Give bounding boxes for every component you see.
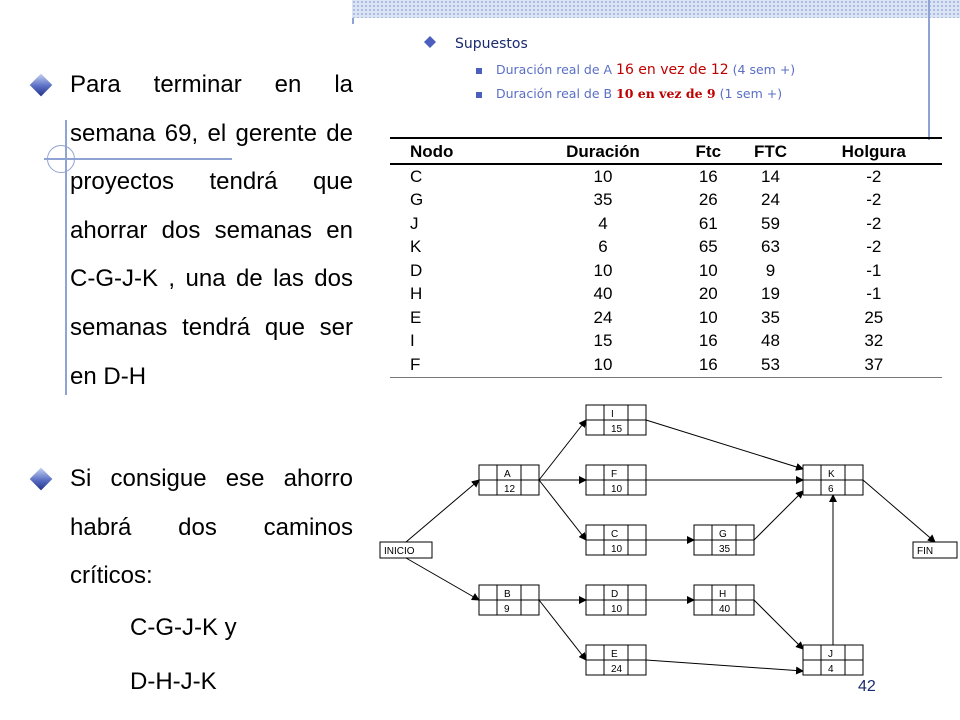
start-node-label: INICIO <box>384 546 415 557</box>
header-holgura: Holgura <box>806 138 942 164</box>
table-cell: 16 <box>698 354 718 374</box>
node-duration: 40 <box>719 604 731 615</box>
table-cell: I <box>410 331 415 351</box>
dependency-arrow <box>406 558 479 600</box>
node-label: A <box>504 469 511 480</box>
dependency-arrow <box>754 600 803 649</box>
table-cell: 37 <box>864 354 884 374</box>
table-cell: -2 <box>866 190 882 210</box>
table-cell: 16 <box>698 331 718 351</box>
table-cell: 53 <box>761 354 780 374</box>
table-cell: 65 <box>698 237 718 257</box>
node-label: G <box>719 529 727 540</box>
node-duration: 35 <box>719 544 731 555</box>
table-cell: E <box>410 307 422 327</box>
node-label: H <box>719 589 727 600</box>
assumptions-title: Supuestos <box>455 36 528 52</box>
critical-path-2: D-H-J-K <box>130 668 217 695</box>
table-cell: -1 <box>866 284 882 304</box>
table-cell: 32 <box>864 331 884 351</box>
table-cell: 10 <box>698 260 718 280</box>
activity-node-j <box>803 645 863 675</box>
header-nodo: Nodo <box>390 138 525 164</box>
paragraph-saving: Para terminar en la semana 69, el gerente de proyectos tendrá que ahorrar dos semanas en C-G-J-K , una de las dos semanas tendrá que ser en D-H <box>70 71 353 390</box>
node-label: K <box>828 469 835 480</box>
header-duracion: Duración <box>525 138 682 164</box>
table-cell: H <box>410 284 423 304</box>
node-label: B <box>504 589 511 600</box>
table-cell: 26 <box>698 190 718 210</box>
assumption-a-prefix: Duración real de A <box>496 62 617 77</box>
table-cell: 10 <box>593 354 613 374</box>
activity-node-a <box>479 465 539 495</box>
table-cell: 10 <box>698 307 718 327</box>
node-label: E <box>611 649 618 660</box>
table-cell: D <box>410 260 423 280</box>
node-duration: 15 <box>611 424 623 435</box>
end-node <box>913 542 957 558</box>
table-cell: 14 <box>761 166 780 186</box>
table-cell: 9 <box>765 260 776 280</box>
table-cell: 6 <box>598 237 608 257</box>
node-duration: 24 <box>611 664 623 675</box>
table-cell: C <box>410 166 423 186</box>
node-duration: 10 <box>611 604 623 615</box>
table-cell: 4 <box>598 213 608 233</box>
table-cell: 10 <box>593 260 613 280</box>
table-cell: -1 <box>866 260 882 280</box>
activity-node-k <box>803 465 863 495</box>
page-number: 42 <box>858 678 876 695</box>
table-cell: 15 <box>593 331 613 351</box>
dependency-arrow <box>539 480 586 540</box>
table-cell: 16 <box>698 166 718 186</box>
start-node <box>380 542 432 558</box>
table-cell: 35 <box>761 307 780 327</box>
node-duration: 12 <box>504 484 516 495</box>
table-cell: G <box>410 190 424 210</box>
activity-node-g <box>694 525 754 555</box>
activity-node-f <box>586 465 646 495</box>
table-cell: 59 <box>761 213 780 233</box>
dependency-arrow <box>539 420 586 480</box>
node-duration: 9 <box>504 604 510 615</box>
table-cell: J <box>410 213 419 233</box>
table-cell: 10 <box>593 166 613 186</box>
assumption-b-suffix: (1 sem +) <box>715 86 783 101</box>
dependency-arrow <box>754 491 803 540</box>
table-cell: 40 <box>593 284 613 304</box>
activity-node-d <box>586 585 646 615</box>
dependency-arrow <box>646 660 803 671</box>
activity-node-e <box>586 645 646 675</box>
assumption-a-suffix: (4 sem +) <box>728 62 796 77</box>
node-label: D <box>611 589 619 600</box>
table-cell: -2 <box>866 237 882 257</box>
node-duration: 10 <box>611 484 623 495</box>
paragraph-critical-paths: Si consigue ese ahorro habrá dos caminos críticos: <box>70 465 353 590</box>
table-cell: 25 <box>864 307 884 327</box>
node-duration: 10 <box>611 544 623 555</box>
assumption-b-highlight: 10 en vez de 9 <box>616 86 716 101</box>
table-cell: 61 <box>698 213 718 233</box>
node-label: I <box>611 409 614 420</box>
node-duration: 6 <box>828 484 834 495</box>
table-cell: F <box>410 354 421 374</box>
table-cell: 48 <box>761 331 780 351</box>
table-cell: K <box>410 237 422 257</box>
critical-path-1: C-G-J-K y <box>130 614 237 641</box>
node-label: F <box>611 469 618 480</box>
table-cell: 20 <box>698 284 718 304</box>
activity-node-h <box>694 585 754 615</box>
dependency-arrow <box>646 420 803 469</box>
dependency-arrow <box>406 480 479 542</box>
dependency-arrow <box>863 480 935 542</box>
table-cell: 24 <box>761 190 780 210</box>
table-cell: 19 <box>761 284 780 304</box>
header-ftc-lower: Ftc <box>681 138 735 164</box>
activity-node-c <box>586 525 646 555</box>
assumption-b-prefix: Duración real de B <box>496 86 617 101</box>
table-cell: 63 <box>761 237 780 257</box>
activity-node-i <box>586 405 646 435</box>
table-cell: 35 <box>593 190 613 210</box>
table-cell: -2 <box>866 213 882 233</box>
node-label: C <box>611 529 619 540</box>
table-cell: 24 <box>593 307 613 327</box>
end-node-label: FIN <box>917 546 934 557</box>
activity-node-b <box>479 585 539 615</box>
table-cell: -2 <box>866 166 882 186</box>
node-label: J <box>828 649 833 660</box>
node-duration: 4 <box>828 664 834 675</box>
header-ftc-upper: FTC <box>735 138 805 164</box>
dependency-arrow <box>539 600 586 660</box>
assumption-a-highlight: 16 en vez de 12 <box>616 62 729 78</box>
